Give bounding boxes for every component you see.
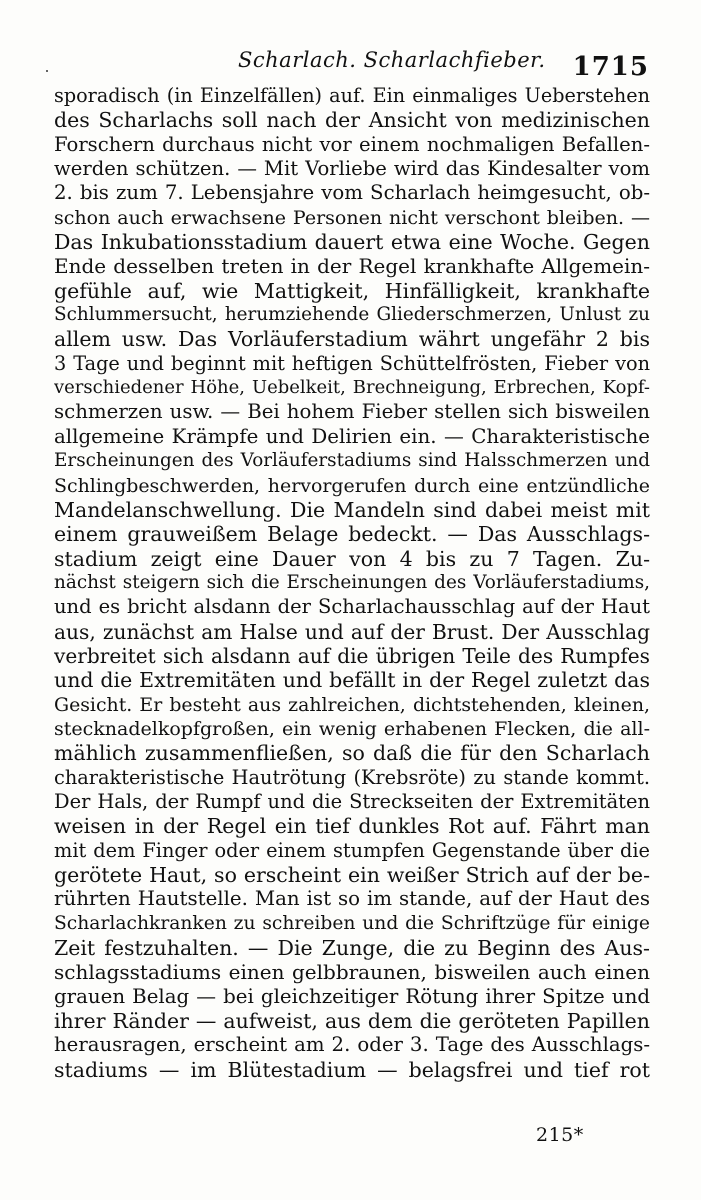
text-line: Erscheinungen des Vorläuferstadiums sind Halsschmerzen und	[54, 450, 650, 472]
text-line: nächst steigern sich die Erscheinungen des Vorläuferstadiums,	[54, 571, 650, 593]
text-line: schon auch erwachsene Personen nicht verschont bleiben. —	[54, 206, 650, 229]
text-line: schlagsstadiums einen gelbbraunen, bisweilen auch einen	[54, 960, 650, 985]
text-line: werden schützen. — Mit Vorliebe wird das Kindesalter vom	[54, 157, 650, 181]
text-line: stadiums — im Blütestadium — belagsfrei und tief rot	[54, 1057, 650, 1082]
text-line: mählich zusammenfließen, so daß die für den Scharlach	[54, 741, 650, 766]
text-line: Gesicht. Er besteht aus zahlreichen, dichtstehenden, kleinen,	[54, 693, 650, 716]
text-line: ihrer Ränder — aufweist, aus dem die geröteten Papillen	[54, 1009, 650, 1034]
text-line: Zeit festzuhalten. — Die Zunge, die zu Beginn des Aus-	[54, 936, 650, 961]
text-line: gefühle auf, wie Mattigkeit, Hinfälligkeit, krankhafte	[54, 278, 650, 303]
text-line: herausragen, erscheint am 2. oder 3. Tage des Ausschlags-	[54, 1033, 650, 1057]
text-line: Schlummersucht, herumziehende Gliederschmerzen, Unlust zu	[54, 304, 650, 326]
text-line: charakteristische Hautrötung (Krebsröte) zu stande kommt.	[54, 765, 650, 789]
signature-mark: 215*	[536, 1124, 584, 1146]
text-line: allgemeine Krämpfe und Delirien ein. — Charakteristische	[54, 424, 650, 448]
text-line: und es bricht alsdann der Scharlachausschlag auf der Haut	[54, 595, 650, 619]
text-line: mit dem Finger oder einem stumpfen Gegenstande über die	[54, 838, 650, 862]
text-line: grauen Belag — bei gleichzeitiger Rötung ihrer Spitze und	[54, 984, 650, 1008]
text-line: rührten Hautstelle. Man ist so im stande, auf der Haut des	[54, 887, 650, 911]
text-line: 3 Tage und beginnt mit heftigen Schüttelfrösten, Fieber von	[54, 351, 650, 375]
print-speck	[46, 70, 48, 72]
text-line: allem usw. Das Vorläuferstadium währt ungefähr 2 bis	[54, 327, 650, 352]
text-line: aus, zunächst am Halse und auf der Brust. Der Ausschlag	[54, 619, 650, 644]
text-line: schmerzen usw. — Bei hohem Fieber stellen sich bisweilen	[54, 400, 650, 424]
text-line: 2. bis zum 7. Lebensjahre vom Scharlach heimgesucht, ob-	[54, 181, 650, 205]
text-line: Schlingbeschwerden, hervorgerufen durch eine entzündliche	[54, 474, 650, 497]
text-line: stecknadelkopfgroßen, ein wenig erhabenen Flecken, die all-	[54, 717, 650, 740]
text-line: verbreitet sich alsdann auf die übrigen Teile des Rumpfes	[54, 643, 650, 668]
text-line: Ende desselben treten in der Regel krankhafte Allgemein-	[54, 254, 650, 279]
running-head: Scharlach. Scharlachfieber.	[238, 48, 546, 72]
text-line: Das Inkubationsstadium dauert etwa eine Woche. Gegen	[54, 230, 650, 255]
text-line: Mandelanschwellung. Die Mandeln sind dabei meist mit	[54, 497, 650, 522]
text-line: Der Hals, der Rumpf und die Streckseiten der Extremitäten	[54, 789, 650, 813]
page-number: 1715	[572, 52, 649, 82]
text-line: stadium zeigt eine Dauer von 4 bis zu 7 Tagen. Zu-	[54, 546, 650, 571]
text-line: gerötete Haut, so erscheint ein weißer Strich auf der be-	[54, 863, 650, 887]
text-line: und die Extremitäten und befällt in der Regel zuletzt das	[54, 668, 650, 693]
text-line: des Scharlachs soll nach der Ansicht von medizinischen	[54, 108, 650, 133]
text-line: weisen in der Regel ein tief dunkles Rot auf. Fährt man	[54, 814, 650, 839]
text-line: einem grauweißem Belage bedeckt. — Das Ausschlags-	[54, 522, 650, 547]
text-line: Scharlachkranken zu schreiben und die Schriftzüge für einige	[54, 912, 650, 934]
text-line: Forschern durchaus nicht vor einem nochmaligen Befallen-	[54, 132, 650, 156]
text-line: sporadisch (in Einzelfällen) auf. Ein einmaliges Ueberstehen	[54, 84, 650, 107]
body-text	[54, 84, 650, 1082]
text-line: verschiedener Höhe, Uebelkeit, Brechneigung, Erbrechen, Kopf-	[54, 377, 650, 399]
